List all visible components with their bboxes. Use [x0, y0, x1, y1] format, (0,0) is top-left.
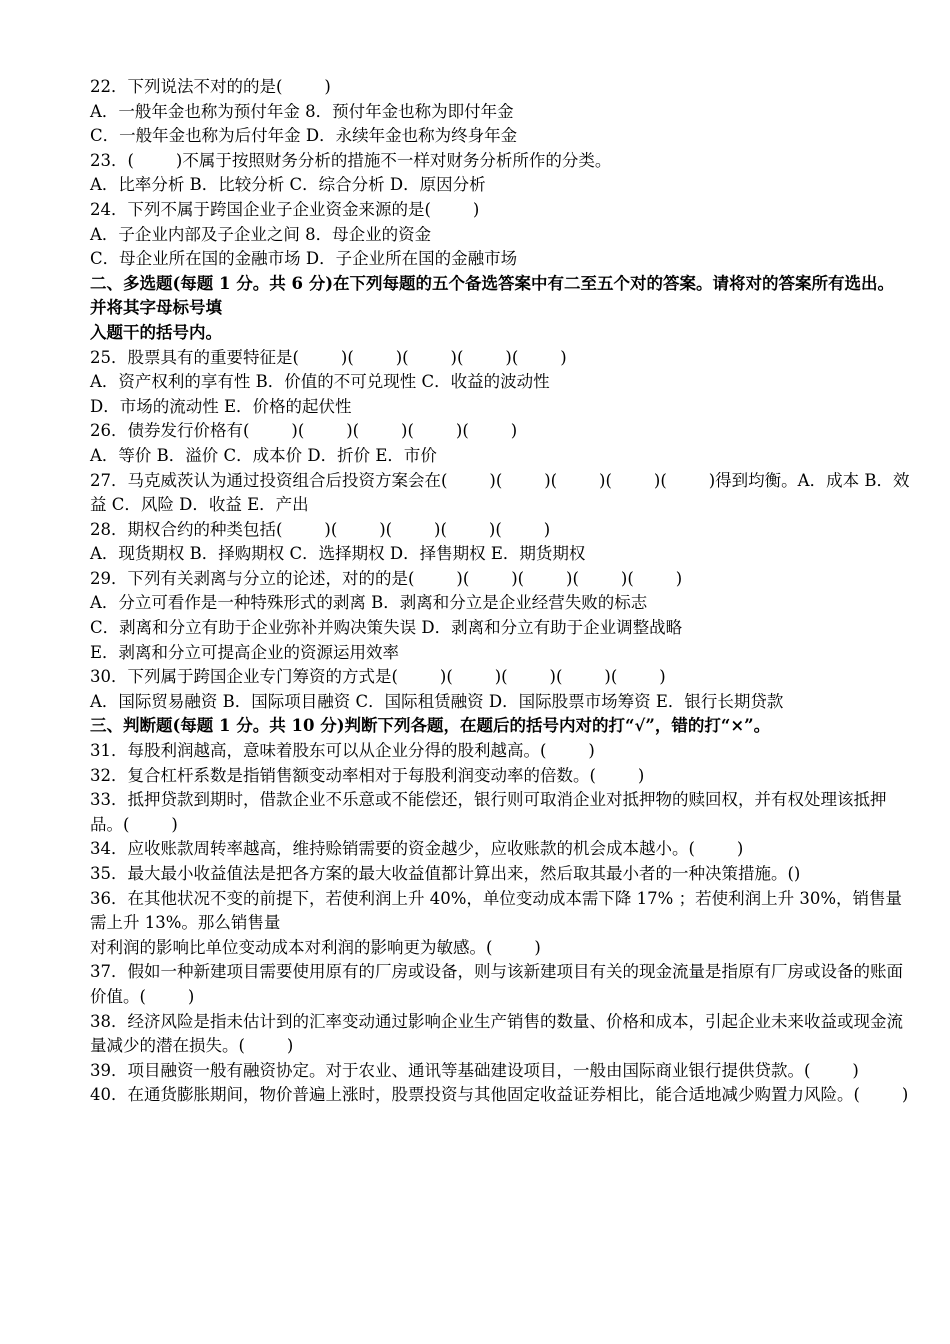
- question-line: 37．假如一种新建项目需要使用原有的厂房或设备，则与该新建项目有关的现金流量是指原有厂房或设备的账面价值。( ): [90, 962, 903, 1006]
- question-line: C．一般年金也称为后付年金 D．永续年金也称为终身年金: [90, 126, 518, 146]
- question-line: C．剥离和分立有助于企业弥补并购决策失误 D．剥离和分立有助于企业调整战略: [90, 618, 683, 638]
- question-line: A．比率分析 B．比较分析 C．综合分析 D．原因分析: [90, 175, 486, 195]
- section-heading: 二、多选题(每题 1 分。共 6 分)在下列每题的五个备选答案中有二至五个对的答案。请将对的答案所有选出。并将其字母标号填: [90, 273, 895, 318]
- question-line: 22．下列说法不对的的是( ): [90, 77, 331, 96]
- question-line: A．现货期权 B．择购期权 C．选择期权 D．择售期权 E．期货期权: [90, 544, 586, 564]
- question-line: 27．马克威茨认为通过投资组合后投资方案会在( )( )( )( )( )得到均衡。A．成本 B．效益 C．风险 D．收益 E．产出: [90, 470, 910, 515]
- question-line: 32．复合杠杆系数是指销售额变动率相对于每股利润变动率的倍数。( ): [90, 765, 645, 785]
- question-line: D．市场的流动性 E．价格的起伏性: [90, 396, 352, 416]
- question-line: 28．期权合约的种类包括( )( )( )( )( ): [90, 519, 551, 539]
- question-line: 35．最大最小收益值法是把各方案的最大收益值都计算出来，然后取其最小者的一种决策措施。(): [90, 864, 801, 883]
- question-line: 33．抵押贷款到期时，借款企业不乐意或不能偿还，银行则可取消企业对抵押物的赎回权，并有权处理该抵押品。( ): [90, 790, 887, 834]
- question-line: 34．应收账款周转率越高，维持赊销需要的资金越少，应收账款的机会成本越小。( ): [90, 839, 744, 859]
- question-line: 39．项目融资一般有融资协定。对于农业、通讯等基础建设项目，一般由国际商业银行提供贷款。( ): [90, 1060, 859, 1080]
- question-line: 40．在通货膨胀期间，物价普遍上涨时，股票投资与其他固定收益证券相比，能合适地减少购置力风险。( ): [90, 1085, 909, 1105]
- question-line: C．母企业所在国的金融市场 D．子企业所在国的金融市场: [90, 249, 518, 269]
- question-line: A．一般年金也称为预付年金 8．预付年金也称为即付年金: [90, 101, 514, 121]
- question-line: A．等价 B．溢价 C．成本价 D．折价 E．市价: [90, 445, 437, 465]
- question-line: 对利润的影响比单位变动成本对利润的影响更为敏感。( ): [90, 937, 541, 957]
- question-line: 30．下列属于跨国企业专门筹资的方式是( )( )( )( )( ): [90, 667, 666, 687]
- exam-page: [90, 75, 910, 1108]
- question-line: A．国际贸易融资 B．国际项目融资 C．国际租赁融资 D．国际股票市场筹资 E．银行长期贷款: [90, 691, 784, 711]
- question-line: E．剥离和分立可提高企业的资源运用效率: [90, 642, 400, 662]
- section-heading: 入题干的括号内。: [90, 322, 222, 342]
- question-line: 38．经济风险是指未估计到的汇率变动通过影响企业生产销售的数量、价格和成本，引起企业未来收益或现金流量减少的潜在损失。( ): [90, 1011, 903, 1056]
- question-line: 24．下列不属于跨国企业子企业资金来源的是( ): [90, 199, 480, 219]
- question-line: 31．每股利润越高，意味着股东可以从企业分得的股利越高。( ): [90, 741, 595, 761]
- section-heading: 三、判断题(每题 1 分。共 10 分)判断下列各题，在题后的括号内对的打“√”，错的打“×”。: [90, 716, 771, 736]
- question-line: A．资产权利的享有性 B．价值的不可兑现性 C．收益的波动性: [90, 372, 550, 392]
- question-line: 36．在其他状况不变的前提下，若使利润上升 40%，单位变动成本需下降 17% ；若使利润上升 30%，销售量需上升 13%。那么销售量: [90, 888, 902, 933]
- question-line: 26．债券发行价格有( )( )( )( )( ): [90, 421, 518, 441]
- question-line: 29．下列有关剥离与分立的论述，对的的是( )( )( )( )( ): [90, 568, 683, 588]
- question-line: A．分立可看作是一种特殊形式的剥离 B．剥离和分立是企业经营失败的标志: [90, 593, 648, 613]
- question-line: 23．( )不属于按照财务分析的措施不一样对财务分析所作的分类。: [90, 150, 612, 170]
- question-line: 25．股票具有的重要特征是( )( )( )( )( ): [90, 347, 567, 367]
- question-line: A．子企业内部及子企业之间 8．母企业的资金: [90, 224, 432, 244]
